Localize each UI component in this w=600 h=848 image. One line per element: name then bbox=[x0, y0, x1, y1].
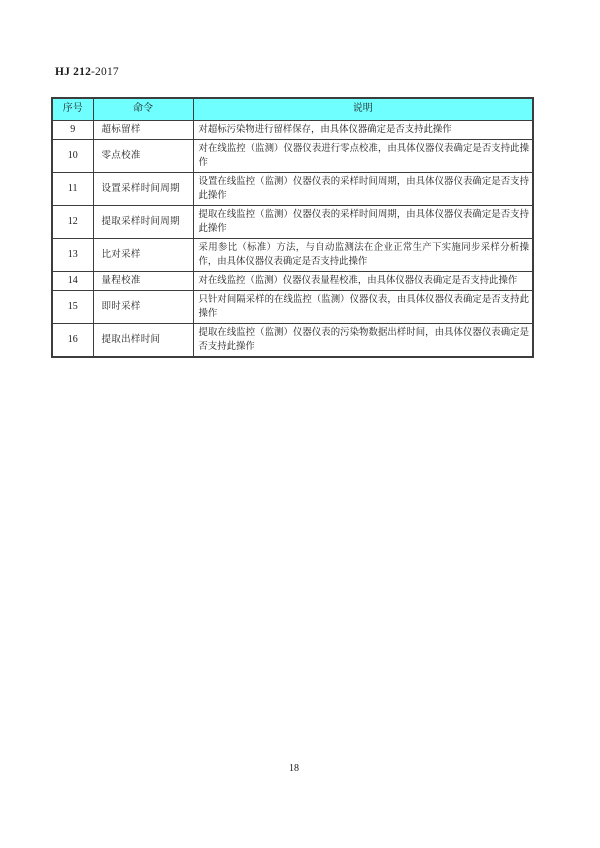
table-row bbox=[52, 271, 533, 290]
command-cell: 即时采样 bbox=[93, 290, 193, 323]
description-cell: 只针对间隔采样的在线监控（监测）仪器仪表，由具体仪器仪表确定是否支持此操作 bbox=[193, 290, 533, 323]
description-cell: 对在线监控（监测）仪器仪表进行零点校准，由具体仪器仪表确定是否支持此操作 bbox=[193, 139, 533, 172]
header-cell-number: 序号 bbox=[52, 98, 93, 120]
command-cell: 提取采样时间周期 bbox=[93, 205, 193, 238]
table-row bbox=[52, 205, 533, 238]
doc-code bbox=[55, 66, 119, 78]
row-number-cell: 16 bbox=[52, 323, 93, 357]
command-cell: 提取出样时间 bbox=[93, 323, 193, 357]
table-row bbox=[52, 290, 533, 323]
command-cell: 超标留样 bbox=[93, 120, 193, 139]
table-body bbox=[52, 120, 533, 357]
table-row bbox=[52, 323, 533, 357]
table-row bbox=[52, 120, 533, 139]
row-number-cell: 14 bbox=[52, 271, 93, 290]
header-cell-command: 命令 bbox=[93, 98, 193, 120]
command-table bbox=[51, 97, 534, 358]
table-row bbox=[52, 139, 533, 172]
doc-code-year: -2017 bbox=[91, 66, 119, 78]
row-number-cell: 10 bbox=[52, 139, 93, 172]
description-cell: 设置在线监控（监测）仪器仪表的采样时间周期，由具体仪器仪表确定是否支持此操作 bbox=[193, 172, 533, 205]
table-header-row bbox=[52, 98, 533, 120]
row-number-cell: 13 bbox=[52, 238, 93, 271]
header-cell-description: 说明 bbox=[193, 98, 533, 120]
doc-code-number: HJ 212 bbox=[55, 66, 92, 78]
row-number-cell: 9 bbox=[52, 120, 93, 139]
row-number-cell: 12 bbox=[52, 205, 93, 238]
description-cell: 对在线监控（监测）仪器仪表量程校准，由具体仪器仪表确定是否支持此操作 bbox=[193, 271, 533, 290]
description-cell: 采用参比（标准）方法，与自动监测法在企业正常生产下实施同步采样分析操作，由具体仪器仪表确定是否支持此操作 bbox=[193, 238, 533, 271]
page-number: 18 bbox=[289, 763, 299, 774]
description-cell: 提取在线监控（监测）仪器仪表的污染物数据出样时间，由具体仪器仪表确定是否支持此操作 bbox=[193, 323, 533, 357]
description-cell: 对超标污染物进行留样保存，由具体仪器确定是否支持此操作 bbox=[193, 120, 533, 139]
command-cell: 量程校准 bbox=[93, 271, 193, 290]
table-row bbox=[52, 172, 533, 205]
table-row bbox=[52, 238, 533, 271]
description-cell: 提取在线监控（监测）仪器仪表的采样时间周期，由具体仪器仪表确定是否支持此操作 bbox=[193, 205, 533, 238]
command-cell: 零点校准 bbox=[93, 139, 193, 172]
command-cell: 设置采样时间周期 bbox=[93, 172, 193, 205]
row-number-cell: 11 bbox=[52, 172, 93, 205]
row-number-cell: 15 bbox=[52, 290, 93, 323]
command-cell: 比对采样 bbox=[93, 238, 193, 271]
